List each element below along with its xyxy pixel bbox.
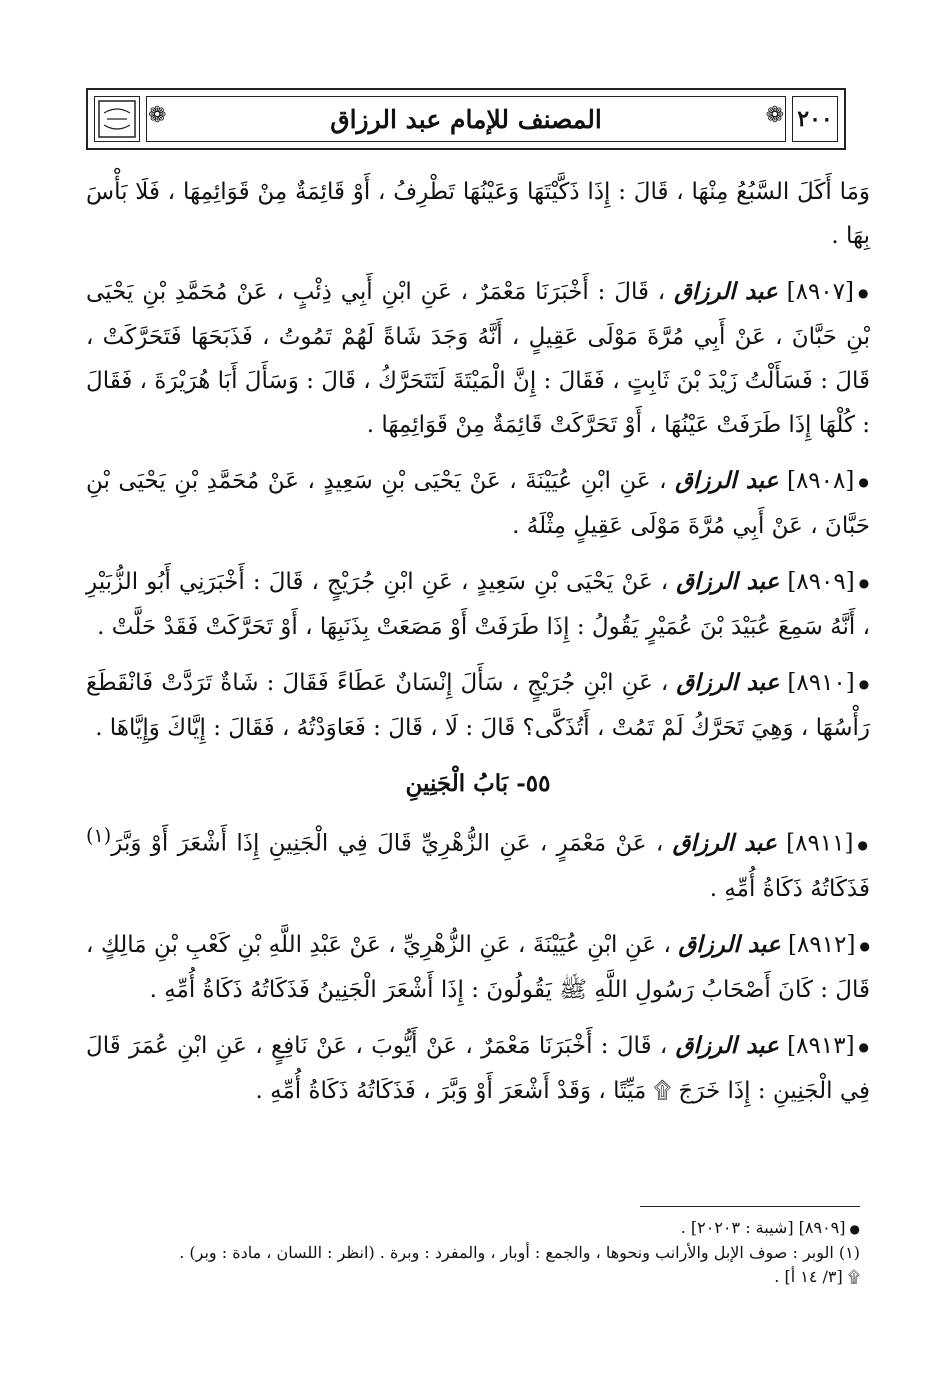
hadith-text-continued: فَذَكَاتُهُ ذَكَاةُ أُمِّهِ . (709, 875, 870, 902)
bullet-icon: ● (858, 286, 870, 300)
page-header (86, 88, 846, 150)
hadith-8912 (86, 923, 870, 1012)
hadith-number: [٨٩١٣] (787, 1032, 855, 1059)
intro-paragraph: وَمَا أَكَلَ السَّبُعُ مِنْهَا ، قَالَ : إِذَا ذَكَّيْتَهَا وَعَيْنُهَا تَطْرِفُ ، أَوْ قَائِمَةٌ مِنْ قَوَائِمِهَا ، فَلَا بَأْسَ بِهَا . (86, 179, 870, 249)
bullet-icon: ● (858, 576, 870, 590)
header-title-box (146, 96, 786, 142)
hadith-number: [٨٩٠٩] (787, 569, 855, 595)
author-name: عبد الرزاق (674, 278, 778, 305)
author-name: عبد الرزاق (676, 568, 780, 595)
bullet-icon: ● (858, 1039, 871, 1054)
hadith-text: ، عَنْ يَحْيَى بْنِ سَعِيدٍ ، عَنِ ابْنِ جُرَيْجٍ ، قَالَ : أَخْبَرَنِي أَبُو الزُّبَيْرِ ، أَنَّهُ سَمِعَ عُبَيْدَ بْنَ عُمَيْرٍ يَقُولُ : إِذَا طَرَفَتْ أَوْ مَصَعَتْ بِذَنَبِهَا ، أَوْ تَحَرَّكَتْ فَقَدْ حَلَّتْ . (86, 569, 870, 640)
footnote-ref-text: [٨٩٠٩] [شيبة : ٢٠٢٠٣] . (680, 1218, 846, 1237)
hadith-8911 (86, 814, 870, 911)
hadith-8907 (86, 270, 870, 447)
hadith-8913 (86, 1024, 870, 1113)
hadith-number: [٨٩٠٨] (786, 468, 855, 494)
floral-ornament-icon: ❁ (148, 103, 167, 128)
bullet-icon: ● (849, 1221, 860, 1236)
seal-icon (94, 96, 140, 142)
author-name: عبد الرزاق (675, 1031, 779, 1059)
author-name: عبد الرزاق (678, 930, 781, 958)
floral-ornament-icon: ❁ (765, 103, 784, 128)
author-name: عبد الرزاق (676, 669, 780, 696)
bullet-icon: ● (858, 475, 871, 489)
hadith-text: ، عَنِ ابْنِ عُيَيْنَةَ ، عَنْ يَحْيَى بْنِ سَعِيدٍ ، عَنْ مُحَمَّدِ بْنِ يَحْيَى بْنِ حَبَّانَ ، عَنْ أَبِي مُرَّةَ مَوْلَى عَقِيلٍ مِثْلَهُ . (86, 468, 870, 539)
hadith-number: [٨٩١٠] (787, 670, 855, 696)
hadith-text: ، قَالَ : أَخْبَرَنَا مَعْمَرٌ ، عَنِ ابْنِ أَبِي ذِئْبٍ ، عَنْ مُحَمَّدِ بْنِ يَحْيَى بْنِ حَبَّانَ ، عَنْ أَبِي مُرَّةَ مَوْلَى عَقِيلٍ ، أَنَّهُ وَجَدَ شَاةً لَهُمْ تَمُوتُ ، فَذَبَحَهَا فَتَحَرَّكَتْ ، قَالَ : فَسَأَلْتُ زَيْدَ بْنَ ثَابِتٍ ، فَقَالَ : إِنَّ الْمَيْتَةَ لَتَتَحَرَّكُ ، قَالَ : وَسَأَلَ أَبَا هُرَيْرَةَ ، فَقَالَ : كُلْهَا إِذَا طَرَفَتْ عَيْنُهَا ، أَوْ تَحَرَّكَتْ قَائِمَةٌ مِنْ قَوَائِمِهَا . (86, 279, 870, 438)
hadith-number: [٨٩٠٧] (786, 279, 854, 305)
page-title: المصنف للإمام عبد الرزاق (330, 104, 602, 134)
footnote-page-ref: ۩ [٣/ ١٤ أ] . (774, 1266, 860, 1286)
hadith-8909 (86, 560, 870, 649)
bullet-icon: ● (857, 837, 870, 852)
hadith-text: ، قَالَ : أَخْبَرَنَا مَعْمَرٌ ، عَنْ أَيُّوبَ ، عَنْ نَافِعٍ ، عَنِ ابْنِ عُمَرَ قَالَ فِي الْجَنِينِ : إِذَا خَرَجَ ۩ مَيِّتًا ، وَقَدْ أَشْعَرَ أَوْ وَبَّرَ ، فَذَكَاتُهُ ذَكَاةُ أُمِّهِ . (86, 1032, 870, 1104)
bullet-icon: ● (859, 938, 871, 953)
page-number: ٢٠٠ (792, 96, 838, 142)
footnotes (70, 1216, 860, 1289)
hadith-number: [٨٩١٢] (788, 931, 856, 958)
hadith-8910 (86, 661, 870, 750)
footnote-divider (640, 1206, 860, 1207)
footnote-marker: (١) (86, 824, 112, 847)
hadith-text: ، عَنِ ابْنِ جُرَيْجٍ ، سَأَلَ إِنْسَانٌ عَطَاءً فَقَالَ : شَاةٌ تَرَدَّتْ فَانْقَطَعَ رَأْسُهَا ، وَهِيَ تَحَرَّكُ لَمْ تَمُتْ ، أَتُذَكَّى؟ قَالَ : لَا ، قَالَ : فَعَاوَدْتُهُ ، فَقَالَ : إِيَّاكَ وَإِيَّاهَا . (86, 670, 870, 741)
bullet-icon: ● (858, 677, 870, 691)
hadith-text: ، عَنْ مَعْمَرٍ ، عَنِ الزُّهْرِيِّ قَالَ فِي الْجَنِينِ إِذَا أَشْعَرَ أَوْ وَبَّرَ (111, 830, 664, 857)
footnote-1: (١) الوبر : صوف الإبل والأرانب ونحوها ، والجمع : أوبار ، والمفرد : وبرة . (انظر : اللسان ، مادة : وبر) . (179, 1242, 860, 1262)
hadith-number: [٨٩١١] (786, 830, 854, 857)
author-name: عبد الرزاق (675, 467, 779, 494)
hadith-8908 (86, 459, 870, 548)
author-name: عبد الرزاق (672, 829, 777, 857)
hadith-text: ، عَنِ ابْنِ عُيَيْنَةَ ، عَنِ الزُّهْرِيِّ ، عَنْ عَبْدِ اللَّهِ بْنِ كَعْبِ بْنِ مَالِكٍ ، قَالَ : كَانَ أَصْحَابُ رَسُولِ اللَّهِ ﷺ يَقُولُونَ : إِذَا أَشْعَرَ الْجَنِينُ فَذَكَاتُهُ ذَكَاةُ أُمِّهِ . (86, 931, 870, 1003)
main-text (86, 170, 870, 1125)
chapter-title: ٥٥- بَابُ الْجَنِينِ (405, 770, 551, 797)
footnote-ref (70, 1216, 860, 1241)
